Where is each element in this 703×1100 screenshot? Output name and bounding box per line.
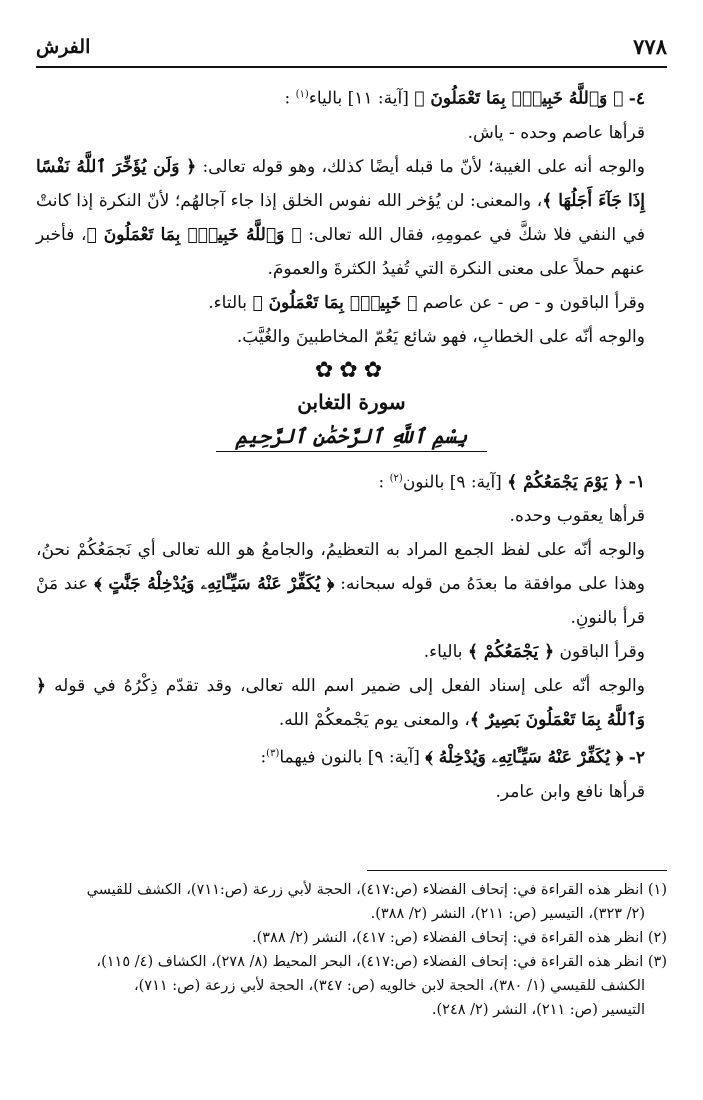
paragraph: والوجه أنّه على إسناد الفعل إلى ضمير اسم الله تعالى، وقد تقدّم ذِكْرُهُ في قوله ﴿ وَٱللَّهُ بِمَا تَعْمَلُونَ بَصِيرٌ ﴾، والمعنى يوم يَجْمعكُمْ الله. <box>36 676 645 731</box>
page-header <box>36 34 667 70</box>
footnote-2: (٢) انظر هذه القراءة في: إتحاف الفضلاء (ص: ٤١٧)، النشر (٢/ ٣٨٨). <box>251 930 667 946</box>
footnote-marker: (٢) <box>389 472 403 484</box>
footnotes <box>36 878 667 1022</box>
quran-quote: ﴿ وَٱللَّهُ بِمَا تَعْمَلُونَ بَصِيرٌ ﴾ <box>36 676 645 731</box>
paragraph: وقرأ الباقون و - ص - عن عاصم ﴿ خَبِيرُۢ بِمَا تَعْمَلُونَ ﴾ بالتاء. <box>208 292 645 313</box>
paragraph: والوجه أنّه على لفظ الجمع المراد به التعظيمُ، والجامعُ هو الله تعالى أي نَجمَعُكُمْ نحنُ، وهذا على موافقة ما بعدَهُ من قوله سبحانه: ﴿ يُكَفِّرْ عَنْهُ سَيِّـَٔاتِهِۦ وَيُدْخِلْهُ جَنَّٰتٍ ﴾ عند مَنْ قرأ بالنونِ. <box>36 540 645 629</box>
footnote-1: (١) انظر هذه القراءة في: إتحاف الفضلاء (ص:٤١٧)، الحجة لأبي زرعة (ص:٧١١)، الكشف للقيسي (٢/ ٣٢٣)، التيسير (ص: ٢١١)، النشر (٢/ ٣٨٨). <box>86 882 667 922</box>
verse-reference: [آية: ٩] بالنون <box>402 472 502 493</box>
item-number: ٤- <box>628 88 645 109</box>
quran-quote: ﴿ وَٱللَّهُ خَبِيرُۢ بِمَا تَعْمَلُونَ ﴾ <box>86 224 302 245</box>
quran-quote: ﴿ وَلَن يُؤَخِّرَ ٱللَّهُ نَفْسًا إِذَا جَآءَ أَجَلُهَا ﴾ <box>36 156 645 211</box>
paragraph: وقرأ الباقون ﴿ يَجْمَعُكُمْ ﴾ بالياء. <box>423 642 645 663</box>
paragraph: والوجه أنّه على الخطابِ، فهو شائع يَعُمّ المخاطبينَ والغُيَّبَ. <box>236 326 645 347</box>
paragraph: قرأها عاصم وحده - ياش. <box>467 122 645 143</box>
reading-item-2: ٢- ﴿ يُكَفِّرْ عَنْهُ سَيِّـَٔاتِهِۦ وَيُدْخِلْهُ ﴾ [آية: ٩] بالنون فيهما$^{(٣)}$: <box>36 737 667 775</box>
reading-item-1: ١- ﴿ يَوْمَ يَجْمَعُكُمْ ﴾ [آية: ٩] بالنون$^{(٢)}$ : <box>36 462 667 500</box>
paragraph: والوجه أنه على الغيبة؛ لأنّ ما قبله أيضًا كذلك، وهو قوله تعالى: ﴿ وَلَن يُؤَخِّرَ ٱللَّهُ نَفْسًا إِذَا جَآءَ أَجَلُهَا ﴾، والمعنى: لن يُؤخر الله نفوس الخلق إذا جاء آجالهُم؛ لأنّ النكرة إذا كانتْ في النفي فلا شكَّ في عمومِهِ، فقال الله تعالى: ﴿ وَٱللَّهُ خَبِيرُۢ بِمَا تَعْمَلُونَ ﴾، فأخبر عنهم حملاً على معنى النكرة التي تُفيدُ الكثرةَ والعمومَ. <box>36 156 645 279</box>
quran-quote: ﴿ يُكَفِّرْ عَنْهُ سَيِّـَٔاتِهِۦ وَيُدْخِلْهُ جَنَّٰتٍ ﴾ <box>94 574 335 595</box>
quran-quote: ﴿ خَبِيرُۢ بِمَا تَعْمَلُونَ ﴾ <box>252 292 418 313</box>
item-number: ١- <box>628 472 645 493</box>
section-ornament: ✿✿✿ <box>314 357 389 383</box>
footnote-marker: (١) <box>295 89 309 100</box>
verse-reference: [آية: ٩] بالنون فيهما <box>279 747 420 768</box>
quran-quote: ﴿ وَٱللَّهُ خَبِيرُۢ بِمَا تَعْمَلُونَ ﴾ <box>414 88 624 109</box>
quran-quote: ﴿ يُكَفِّرْ عَنْهُ سَيِّـَٔاتِهِۦ وَيُدْخِلْهُ ﴾ <box>425 747 624 768</box>
verse-reference: [آية: ١١] بالياء <box>308 88 409 109</box>
footnote-3: (٣) انظر هذه القراءة في: إتحاف الفضلاء (ص:٤١٧)، البحر المحيط (٨/ ٢٧٨)، الكشاف (٤/ ١١٥)، الكشف للقيسي (١/ ٣٨٠)، الحجة لابن خالويه (ص: ٣٤٧)، الحجة لأبي زرعة (ص: ٧١١)، التيسير (ص: ٢١١)، النشر (٢/ ٢٤٨). <box>96 954 667 1018</box>
quran-quote: ﴿ يَجْمَعُكُمْ ﴾ <box>467 642 555 663</box>
footnote-rule <box>367 870 667 871</box>
paragraph: قرأها نافع وابن عامر. <box>495 781 645 802</box>
quran-quote: ﴿ يَوْمَ يَجْمَعُكُمْ ﴾ <box>507 472 624 493</box>
footnote-marker: (٣) <box>266 748 280 760</box>
reading-item-4: ٤- ﴿ وَٱللَّهُ خَبِيرُۢ بِمَا تَعْمَلُونَ ﴾ [آية: ١١] بالياء$^{(١)}$ : <box>36 78 667 116</box>
basmala: بِسْمِ ٱللَّهِ ٱلرَّحْمَٰنِ ٱلرَّحِيمِ <box>36 418 667 462</box>
surah-title: سورة التغابن <box>297 389 406 414</box>
main-text <box>36 78 667 809</box>
running-title: الفرش <box>36 36 91 58</box>
item-number: ٢- <box>628 747 645 768</box>
book-page <box>36 0 667 1100</box>
paragraph: قرأها يعقوب وحده. <box>509 506 645 527</box>
header-rule <box>36 66 667 68</box>
page-number: ٧٧٨ <box>633 34 667 59</box>
